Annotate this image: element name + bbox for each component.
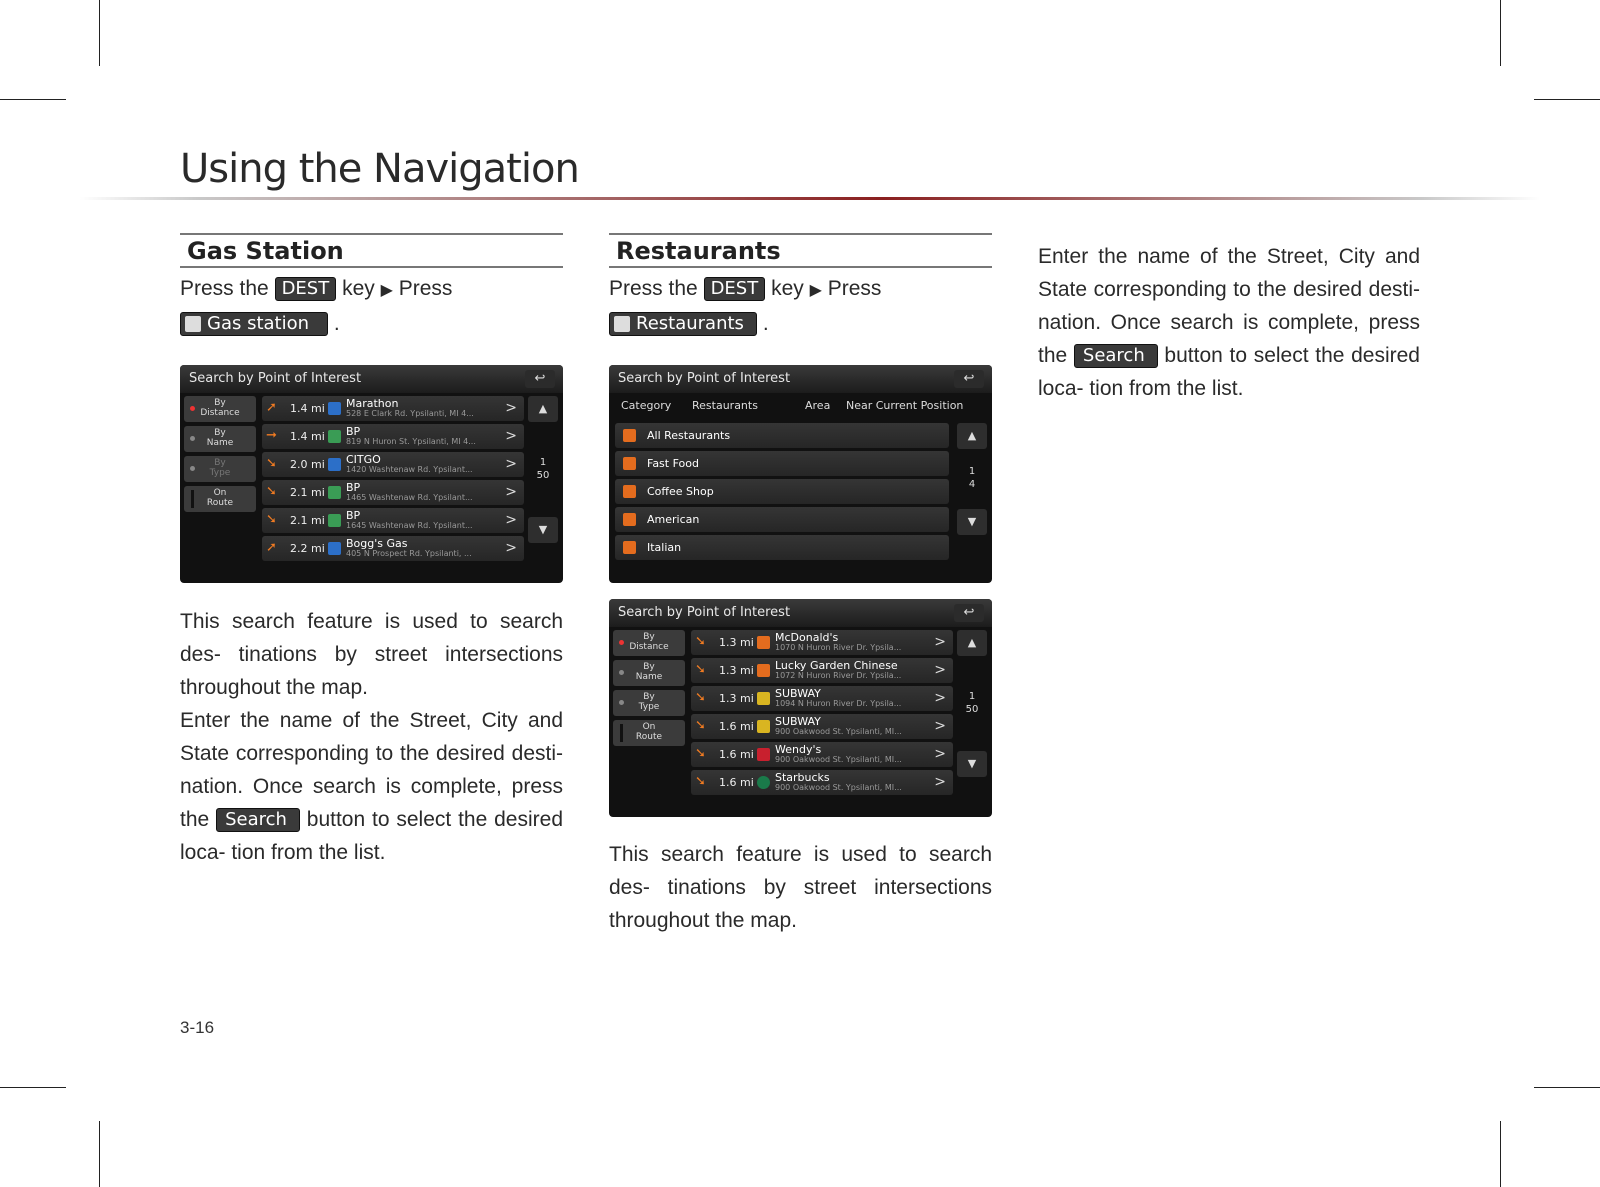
poi-address: 1420 Washtenaw Rd. Ypsilant... [346, 465, 473, 474]
filter-button[interactable] [184, 426, 256, 452]
arrow-right-icon: ▶ [380, 282, 393, 299]
poi-brand-icon [328, 402, 341, 415]
poi-name: CITGO [346, 453, 381, 466]
direction-arrow-icon: ➘ [266, 456, 277, 471]
filter-label: Name [635, 672, 663, 682]
direction-arrow-icon: ➘ [695, 690, 706, 705]
chevron-right-icon: > [934, 662, 946, 678]
crop-mark [1534, 1087, 1600, 1088]
sort-filters [184, 396, 256, 516]
search-description: Enter the name of the Street, City and State corresponding to the desired desti- nation. Once search is complete, press the Search button to select the desired loca- tion from the list. [1038, 245, 1420, 400]
category-icon [623, 485, 636, 498]
poi-name: BP [346, 509, 361, 522]
toggle-indicator [620, 724, 623, 742]
scroll-control [957, 423, 987, 535]
area-value[interactable]: Near Current Position [846, 399, 964, 412]
chevron-right-icon: > [505, 456, 517, 472]
poi-address: 528 E Clark Rd. Ypsilanti, MI 4... [346, 409, 474, 418]
poi-row[interactable] [262, 396, 524, 421]
distance-text: 2.2 mi [290, 542, 325, 555]
chevron-right-icon: > [934, 634, 946, 650]
chevron-right-icon: > [505, 400, 517, 416]
dest-key: DEST [275, 277, 337, 301]
crop-mark [1500, 1121, 1501, 1187]
poi-row[interactable] [262, 424, 524, 449]
filter-button[interactable] [613, 690, 685, 716]
poi-brand-icon [757, 720, 770, 733]
title-rule [80, 197, 1540, 200]
screen-title: Search by Point of Interest [189, 371, 362, 386]
poi-address: 900 Oakwood St. Ypsilanti, MI... [775, 755, 902, 764]
radio-dot-icon [619, 670, 624, 675]
category-row[interactable] [615, 479, 949, 504]
chevron-right-icon: > [934, 718, 946, 734]
distance-text: 2.1 mi [290, 486, 325, 499]
gas-poi-screen [180, 365, 563, 583]
poi-name: Lucky Garden Chinese [775, 659, 898, 672]
poi-name: BP [346, 481, 361, 494]
filter-button[interactable] [613, 630, 685, 656]
poi-row[interactable] [262, 452, 524, 477]
poi-brand-icon [328, 514, 341, 527]
restaurants-description: This search feature is used to search des- tinations by street intersections throughout the map. [609, 843, 992, 932]
filter-label: On [213, 488, 227, 498]
gas-description: This search feature is used to search des- tinations by street intersections throughout the map. Enter the name of the Street, City and State corresponding to the desired desti- nation. Once search is complete, press the Search button to select the desired loca- tion from the list. [180, 610, 563, 864]
poi-name: SUBWAY [775, 687, 821, 700]
poi-row[interactable] [691, 686, 953, 711]
crop-mark [99, 1121, 100, 1187]
direction-arrow-icon: ➘ [695, 774, 706, 789]
chevron-right-icon: > [505, 428, 517, 444]
poi-brand-icon [328, 542, 341, 555]
crop-mark [0, 1087, 66, 1088]
filter-label: Type [638, 702, 660, 712]
screen-title: Search by Point of Interest [618, 605, 791, 620]
page-number: 3-16 [180, 1018, 215, 1037]
poi-row[interactable] [691, 714, 953, 739]
gas-pump-icon [185, 316, 201, 332]
poi-brand-icon [757, 664, 770, 677]
distance-text: 2.1 mi [290, 514, 325, 527]
direction-arrow-icon: ➚ [266, 400, 277, 415]
poi-address: 1465 Washtenaw Rd. Ypsilant... [346, 493, 473, 502]
scroll-up-icon[interactable]: ▲ [528, 396, 558, 422]
poi-name: Wendy's [775, 743, 822, 756]
page-title: Using the Navigation [180, 146, 579, 192]
filter-label: By [643, 692, 655, 702]
poi-name: Starbucks [775, 771, 830, 784]
scroll-up-icon[interactable]: ▲ [957, 630, 987, 656]
poi-brand-icon [757, 636, 770, 649]
category-row[interactable] [615, 451, 949, 476]
poi-address: 819 N Huron St. Ypsilanti, MI 4... [346, 437, 476, 446]
crop-mark [1534, 99, 1600, 100]
arrow-right-icon: ▶ [809, 282, 822, 299]
direction-arrow-icon: ➘ [695, 634, 706, 649]
category-bar [609, 393, 992, 419]
search-key: Search [216, 808, 300, 832]
distance-text: 1.6 mi [719, 776, 754, 789]
page-indicator: 1 50 [536, 457, 550, 481]
filter-label: Route [206, 498, 234, 508]
direction-arrow-icon: ➘ [266, 484, 277, 499]
distance-text: 1.3 mi [719, 692, 754, 705]
poi-row[interactable] [691, 658, 953, 683]
poi-row[interactable] [691, 630, 953, 655]
filter-button[interactable] [184, 456, 256, 482]
screen-header [180, 365, 563, 393]
category-icon [623, 457, 636, 470]
category-label: American [647, 513, 700, 526]
filter-button[interactable] [613, 720, 685, 746]
filter-button[interactable] [184, 486, 256, 512]
poi-address: 900 Oakwood St. Ypsilanti, MI... [775, 783, 902, 792]
poi-row[interactable] [262, 480, 524, 505]
dest-key: DEST [704, 277, 766, 301]
restaurant-icon [614, 316, 630, 332]
poi-address: 900 Oakwood St. Ypsilanti, MI... [775, 727, 902, 736]
poi-address: 1645 Washtenaw Rd. Ypsilant... [346, 521, 473, 530]
filter-label: On [642, 722, 656, 732]
distance-text: 1.6 mi [719, 720, 754, 733]
filter-label: By [643, 662, 655, 672]
filter-label: By [214, 428, 226, 438]
page-indicator: 1 50 [965, 691, 979, 715]
category-row[interactable] [615, 423, 949, 448]
restaurants-column [609, 233, 992, 340]
direction-arrow-icon: ➘ [695, 746, 706, 761]
poi-address: 1072 N Huron River Dr. Ypsila... [775, 671, 902, 680]
category-value[interactable]: Restaurants [692, 399, 758, 412]
poi-brand-icon [757, 748, 770, 761]
category-icon [623, 513, 636, 526]
filter-button[interactable] [613, 660, 685, 686]
filter-label: By [643, 632, 655, 642]
back-icon[interactable]: ↩ [954, 604, 984, 622]
filter-label: Distance [629, 642, 669, 652]
gas-instruction: Press the DEST key ▶ Press Gas station . [180, 277, 453, 335]
category-label: Coffee Shop [647, 485, 714, 498]
poi-address: 405 N Prospect Rd. Ypsilanti, ... [346, 549, 472, 558]
poi-name: McDonald's [775, 631, 839, 644]
category-row[interactable] [615, 507, 949, 532]
poi-address: 1094 N Huron River Dr. Ypsila... [775, 699, 902, 708]
back-icon[interactable]: ↩ [525, 370, 555, 388]
screen-header [609, 365, 992, 393]
poi-row[interactable] [691, 742, 953, 767]
filter-label: By [214, 458, 226, 468]
poi-address: 1070 N Huron River Dr. Ypsila... [775, 643, 902, 652]
poi-name: Bogg's Gas [346, 537, 408, 550]
restaurant-poi-screen [609, 599, 992, 817]
category-list [615, 423, 949, 563]
scroll-control [957, 630, 987, 777]
distance-text: 2.0 mi [290, 458, 325, 471]
category-label: All Restaurants [647, 429, 731, 442]
poi-list [262, 396, 524, 564]
crop-mark [1500, 0, 1501, 66]
chevron-right-icon: > [934, 774, 946, 790]
radio-dot-icon [190, 436, 195, 441]
direction-arrow-icon: ➞ [266, 428, 277, 443]
poi-brand-icon [757, 692, 770, 705]
restaurant-category-screen [609, 365, 992, 583]
scroll-down-icon[interactable]: ▼ [957, 509, 987, 535]
distance-text: 1.4 mi [290, 402, 325, 415]
category-label: Italian [647, 541, 682, 554]
distance-text: 1.3 mi [719, 636, 754, 649]
category-label: Fast Food [647, 457, 699, 470]
filter-label: Name [206, 438, 234, 448]
poi-row[interactable] [691, 770, 953, 795]
crop-mark [0, 99, 66, 100]
back-icon[interactable]: ↩ [954, 370, 984, 388]
scroll-down-icon[interactable]: ▼ [957, 751, 987, 777]
distance-text: 1.3 mi [719, 664, 754, 677]
gas-column [180, 233, 563, 340]
poi-name: Marathon [346, 397, 399, 410]
poi-brand-icon [328, 458, 341, 471]
filter-label: Distance [200, 408, 240, 418]
direction-arrow-icon: ➚ [266, 540, 277, 555]
chevron-right-icon: > [934, 746, 946, 762]
chevron-right-icon: > [505, 540, 517, 556]
distance-text: 1.6 mi [719, 748, 754, 761]
section-heading-gas-station: Gas Station [180, 233, 563, 268]
poi-brand-icon [328, 430, 341, 443]
filter-label: By [214, 398, 226, 408]
radio-dot-icon [190, 406, 195, 411]
chevron-right-icon: > [505, 484, 517, 500]
direction-arrow-icon: ➘ [266, 512, 277, 527]
toggle-indicator [191, 490, 194, 508]
gas-station-button: Gas station [180, 312, 328, 336]
category-icon [623, 429, 636, 442]
screen-title: Search by Point of Interest [618, 371, 791, 386]
restaurants-button: Restaurants [609, 312, 757, 336]
poi-row[interactable] [262, 536, 524, 561]
page-indicator: 1 4 [968, 466, 976, 490]
poi-name: SUBWAY [775, 715, 821, 728]
poi-brand-icon [328, 486, 341, 499]
scroll-control [528, 396, 558, 543]
poi-list [691, 630, 953, 798]
category-icon [623, 541, 636, 554]
poi-row[interactable] [262, 508, 524, 533]
radio-dot-icon [619, 700, 624, 705]
poi-brand-icon [757, 776, 770, 789]
distance-text: 1.4 mi [290, 430, 325, 443]
direction-arrow-icon: ➘ [695, 718, 706, 733]
sort-filters [613, 630, 685, 750]
area-label: Area [805, 399, 831, 412]
poi-name: BP [346, 425, 361, 438]
section-heading-restaurants: Restaurants [609, 233, 992, 268]
restaurants-instruction: Press the DEST key ▶ Press Restaurants . [609, 277, 882, 335]
chevron-right-icon: > [505, 512, 517, 528]
direction-arrow-icon: ➘ [695, 662, 706, 677]
crop-mark [99, 0, 100, 66]
screen-header [609, 599, 992, 627]
filter-button[interactable] [184, 396, 256, 422]
radio-dot-icon [190, 466, 195, 471]
chevron-right-icon: > [934, 690, 946, 706]
scroll-down-icon[interactable]: ▼ [528, 517, 558, 543]
filter-label: Route [635, 732, 663, 742]
category-label: Category [621, 399, 672, 412]
category-row[interactable] [615, 535, 949, 560]
filter-label: Type [209, 468, 231, 478]
search-key: Search [1074, 344, 1158, 368]
radio-dot-icon [619, 640, 624, 645]
scroll-up-icon[interactable]: ▲ [957, 423, 987, 449]
